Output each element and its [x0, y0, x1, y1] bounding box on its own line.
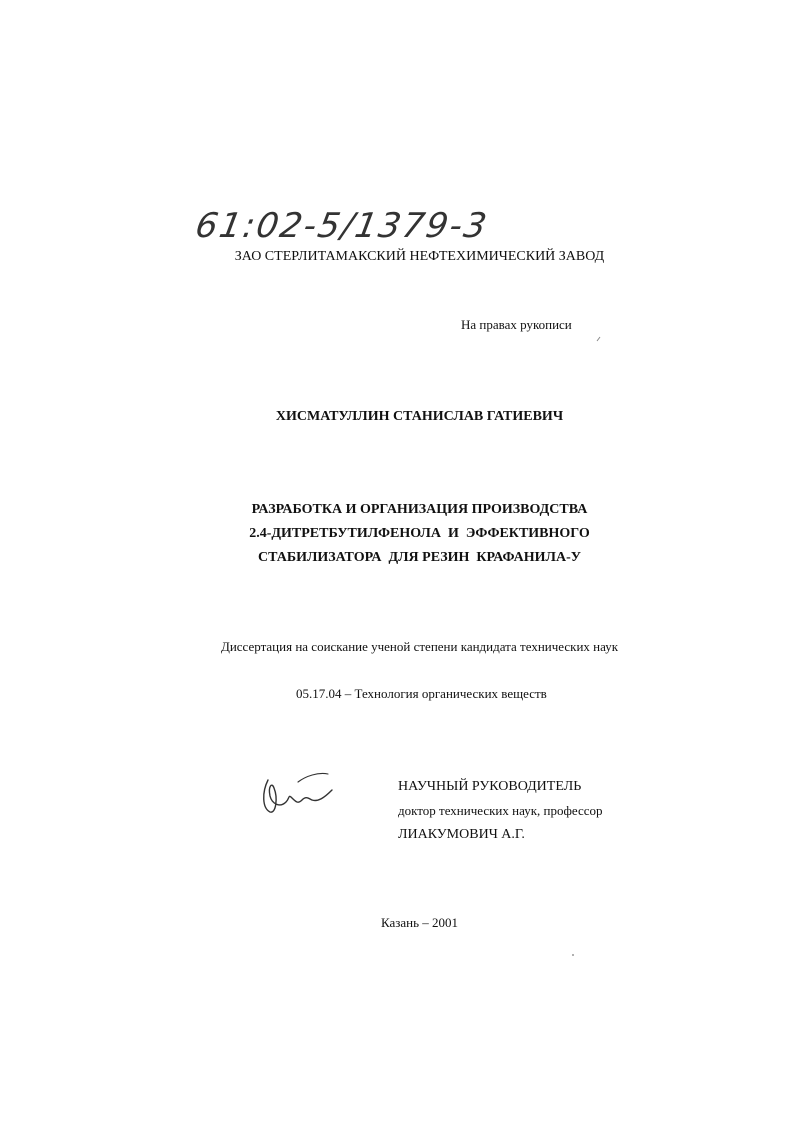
- author-name: ХИСМАТУЛЛИН СТАНИСЛАВ ГАТИЕВИЧ: [275, 409, 564, 424]
- city-year: Казань – 2001: [380, 915, 459, 930]
- specialty-code: 05.17.04 – Технология органических веществ: [296, 686, 547, 701]
- scan-speck: [596, 336, 602, 342]
- supervisor-label: НАУЧНЫЙ РУКОВОДИТЕЛЬ: [398, 779, 582, 794]
- signature: [258, 768, 338, 820]
- manuscript-rights-note: На правах рукописи: [461, 317, 572, 332]
- supervisor-block: [398, 775, 603, 847]
- dissertation-title: [0, 498, 795, 570]
- title-line: 2.4-ДИТРЕТБУТИЛФЕНОЛА И ЭФФЕКТИВНОГО: [249, 526, 590, 541]
- degree-statement: Диссертация на соискание ученой степени кандидата технических наук: [220, 639, 619, 654]
- organization-name: ЗАО СТЕРЛИТАМАКСКИЙ НЕФТЕХИМИЧЕСКИЙ ЗАВОД: [234, 249, 605, 264]
- title-line: РАЗРАБОТКА И ОРГАНИЗАЦИЯ ПРОИЗВОДСТВА: [251, 502, 588, 517]
- supervisor-name: ЛИАКУМОВИЧ А.Г.: [398, 827, 525, 842]
- supervisor-rank: доктор технических наук, профессор: [398, 803, 603, 818]
- handwritten-archive-number: 61:02-5/1379-3: [192, 206, 492, 246]
- scan-speck: [571, 953, 575, 957]
- title-line: СТАБИЛИЗАТОРА ДЛЯ РЕЗИН КРАФАНИЛА-У: [257, 550, 582, 565]
